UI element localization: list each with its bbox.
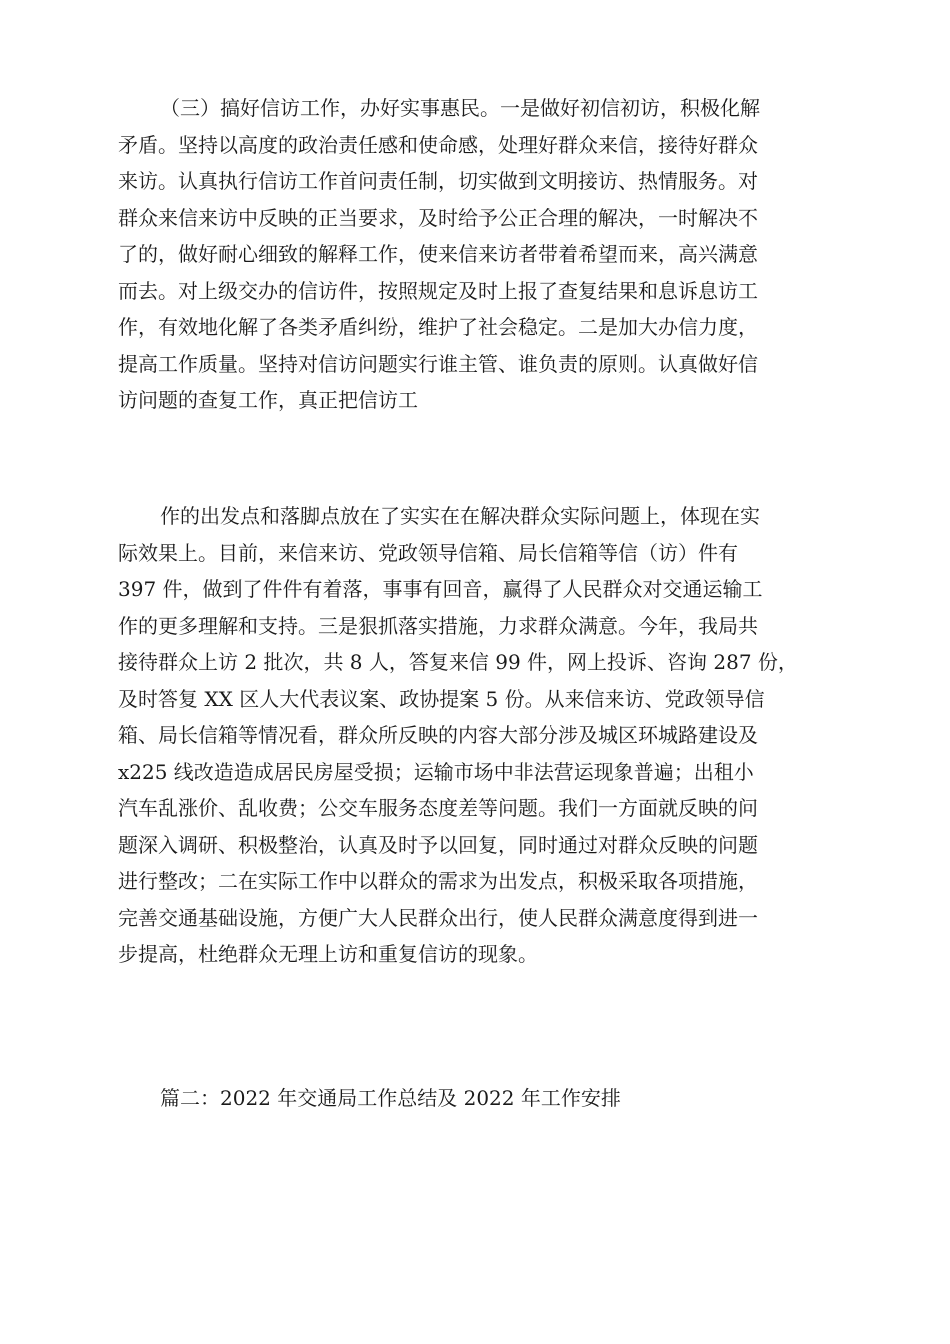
text-line: 了的，做好耐心细致的解释工作，使来信来访者带着希望而来，高兴满意 [118,242,758,266]
text-line: 作的更多理解和支持。三是狠抓落实措施，力求群众满意。今年，我局共 [118,613,758,638]
paragraph-petition-work [118,90,838,419]
text-line: 及时答复 XX 区人大代表议案、政协提案 5 份。从来信来访、党政领导信 [118,686,765,711]
text-line: 提高工作质量。坚持对信访问题实行谁主管、谁负责的原则。认真做好信 [118,351,758,376]
text-line: 作的出发点和落脚点放在了实实在在解决群众实际问题上，体现在实 [160,504,760,528]
text-line: 箱、局长信箱等情况看，群众所反映的内容大部分涉及城区环城路建设及 [118,723,758,747]
paragraph-petition-results [118,498,838,973]
text-line: 接待群众上访 2 批次，共 8 人，答复来信 99 件，网上投诉、咨询 287 份， [118,650,798,674]
text-line: 题深入调研、积极整治，认真及时予以回复，同时通过对群众反映的问题 [118,832,758,857]
text-line: 来访。认真执行信访工作首问责任制，切实做到文明接访、热情服务。对 [118,169,758,193]
text-line: 作，有效地化解了各类矛盾纠纷，维护了社会稳定。二是加大办信力度， [118,315,758,339]
text-line: x225 线改造造成居民房屋受损；运输市场中非法营运现象普遍；出租小 [118,759,754,784]
text-line: 群众来信来访中反映的正当要求，及时给予公正合理的解决，一时解决不 [118,205,758,230]
text-line: 步提高，杜绝群众无理上访和重复信访的现象。 [118,942,538,966]
text-line: 汽车乱涨价、乱收费；公交车服务态度差等问题。我们一方面就反映的问 [118,796,758,820]
text-line: 篇二：2022 年交通局工作总结及 2022 年工作安排 [160,1086,621,1110]
text-line: （三）搞好信访工作，办好实事惠民。一是做好初信初访，积极化解 [160,96,760,120]
text-line: 397 件，做到了件件有着落，事事有回音，赢得了人民群众对交通运输工 [118,577,763,601]
text-line: 进行整改；二在实际工作中以群众的需求为出发点，积极采取各项措施， [118,869,758,893]
section-heading-chapter-two [118,1080,838,1117]
text-line: 完善交通基础设施，方便广大人民群众出行，使人民群众满意度得到进一 [118,905,758,930]
text-line: 而去。对上级交办的信访件，按照规定及时上报了查复结果和息诉息访工 [118,278,758,303]
text-line: 访问题的查复工作，真正把信访工 [118,388,418,412]
text-line: 矛盾。坚持以高度的政治责任感和使命感，处理好群众来信，接待好群众 [118,132,758,157]
text-line: 际效果上。目前，来信来访、党政领导信箱、局长信箱等信（访）件有 [118,540,738,565]
